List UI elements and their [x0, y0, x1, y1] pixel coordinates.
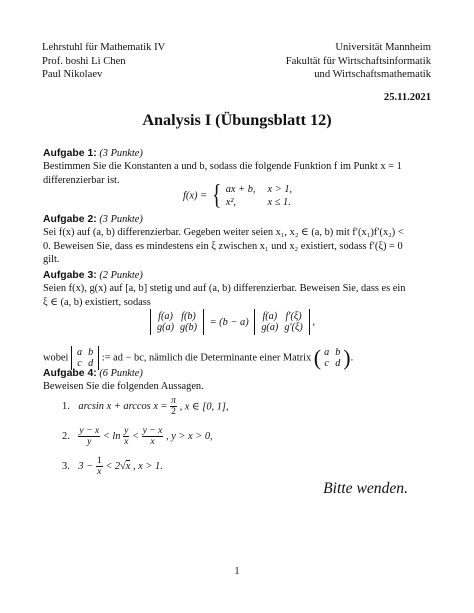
- definition-end: .: [350, 352, 354, 364]
- matrix-c: c: [324, 358, 329, 369]
- det2-a21: g(a): [261, 322, 279, 333]
- item-2-f2-den: x: [124, 436, 129, 447]
- item-2-fraction-1: [78, 426, 100, 447]
- det2-a11: f(a): [262, 311, 278, 322]
- item-2-f1-den: y: [87, 436, 92, 447]
- matrix-left-paren-icon: (: [313, 345, 322, 370]
- case1-cond: x > 1,: [267, 184, 293, 195]
- formula-tail: ,: [312, 316, 316, 328]
- det1-a22: g(b): [179, 322, 197, 333]
- task-2-points: (3 Punkte): [99, 214, 143, 225]
- task-3-label: Aufgabe 3:: [43, 270, 97, 281]
- item-3-sqrt-arg: x: [125, 461, 131, 472]
- item-2-f3-den: x: [150, 436, 155, 447]
- item-1-pre: arcsin x + arccos x =: [78, 401, 168, 412]
- case2-expr: x²,: [225, 197, 237, 208]
- det3-a: a: [77, 347, 83, 358]
- matrix-right-paren-icon: ): [343, 345, 351, 370]
- formula-lhs: f(x) =: [183, 190, 208, 202]
- task-2-line1: Sei f(x) auf (a, b) differenzierbar. Gegeben weiter seien x₁, x₂ ∈ (a, b) mit f′(x₁)f′(x₂) <: [43, 227, 404, 239]
- item-2-mid2: <: [132, 431, 140, 442]
- item-1-frac-num: π: [171, 395, 176, 406]
- sheet-date: 25.11.2021: [383, 92, 431, 103]
- task-1-points: (3 Punkte): [99, 148, 143, 159]
- item-2-fraction-3: [142, 426, 164, 447]
- piecewise-cases: [226, 183, 298, 209]
- item-3-mid: < 2: [105, 461, 121, 472]
- matrix-b: b: [335, 347, 341, 358]
- task-3-formula: [150, 309, 315, 335]
- item-2-number: 2.: [62, 431, 70, 442]
- definition-text: := ad − bc, nämlich die Determinante einer Matrix: [101, 352, 312, 364]
- determinant-2: [254, 309, 309, 335]
- item-2-f1-num: y − x: [79, 425, 100, 436]
- task-4-label: Aufgabe 4:: [43, 368, 97, 379]
- item-2-fraction-2: [123, 426, 129, 447]
- formula-middle: = (b − a): [209, 316, 249, 328]
- item-2-mid1: < ln: [102, 431, 121, 442]
- task-2-line3: gilt.: [43, 254, 60, 266]
- case2-cond: x ≤ 1.: [267, 197, 291, 208]
- det1-a21: g(a): [157, 322, 174, 333]
- item-2-f3-num: y − x: [142, 425, 163, 436]
- page-title: Analysis I (Übungsblatt 12): [142, 111, 332, 129]
- item-3-frac-num: 1: [96, 455, 102, 466]
- task-1-text-line2: differenzierbar ist.: [43, 174, 120, 186]
- item-3-number: 3.: [62, 461, 70, 472]
- item-3-frac-den: x: [97, 466, 102, 477]
- task-4-intro: Beweisen Sie die folgenden Aussagen.: [43, 381, 204, 393]
- closing-note: Bitte wenden.: [323, 480, 408, 497]
- task-4-item-2: [62, 426, 213, 447]
- assistant-name: Paul Nikolaev: [42, 69, 103, 81]
- det2-a22: g′(ξ): [284, 322, 303, 333]
- task-2-label: Aufgabe 2:: [43, 214, 97, 225]
- chair-info: [42, 41, 165, 82]
- task-2: [43, 213, 425, 267]
- task-4-item-1: [62, 396, 229, 417]
- item-3-fraction: [96, 456, 103, 477]
- det2-a12: f′(ξ): [285, 311, 302, 322]
- item-1-fraction: [170, 396, 177, 417]
- task-4-item-3: [62, 456, 163, 477]
- det3-c: c: [77, 358, 82, 369]
- faculty-name: Fakultät für Wirtschaftsinformatik: [285, 55, 431, 67]
- matrix: [321, 347, 343, 369]
- left-brace-icon: {: [211, 180, 222, 211]
- task-3: [43, 269, 425, 309]
- det1-a11: f(a): [158, 311, 173, 322]
- task-1-label: Aufgabe 1:: [43, 148, 97, 159]
- matrix-a: a: [324, 347, 330, 358]
- det1-a12: f(b): [181, 311, 196, 322]
- task-2-line2: 0. Beweisen Sie, dass es mindestens ein ξ zwischen x₁ und x₂ existiert, sodass f′(ξ) = 0: [43, 240, 403, 252]
- determinant-1: [150, 309, 204, 335]
- item-3-pre: 3 −: [78, 461, 94, 472]
- det3-d: d: [88, 358, 94, 369]
- task-3-line1: Seien f(x), g(x) auf [a, b] stetig und auf (a, b) differenzierbar. Beweisen Sie, dass es ein: [43, 283, 406, 295]
- professor-name: Prof. boshi Li Chen: [42, 55, 126, 67]
- task-1-formula: [183, 180, 298, 211]
- faculty-name-cont: und Wirtschaftsmathematik: [314, 69, 431, 81]
- item-1-number: 1.: [62, 401, 70, 412]
- page-number: 1: [234, 566, 240, 577]
- task-1: [43, 147, 425, 187]
- case1-expr: ax + b,: [225, 184, 256, 195]
- task-4: [43, 367, 425, 394]
- item-3-post: , x > 1.: [132, 461, 163, 472]
- item-1-frac-den: 2: [171, 406, 176, 417]
- wobei-label: wobei: [43, 352, 69, 364]
- task-3-line2: ξ ∈ (a, b) existiert, sodass: [43, 296, 151, 308]
- det3-b: b: [88, 347, 94, 358]
- task-4-points: (6 Punkte): [99, 368, 143, 379]
- chair-name: Lehrstuhl für Mathematik IV: [42, 42, 166, 53]
- item-2-post: , y > x > 0,: [166, 431, 213, 442]
- matrix-d: d: [335, 358, 341, 369]
- sqrt-icon: √: [120, 461, 126, 472]
- task-1-text-line1: Bestimmen Sie die Konstanten a und b, sodass die folgende Funktion f im Punkt x = 1: [43, 161, 402, 173]
- item-2-f2-num: y: [124, 425, 129, 436]
- university-info: [211, 41, 431, 82]
- task-3-points: (2 Punkte): [99, 270, 143, 281]
- university-name: Universität Mannheim: [335, 42, 431, 53]
- item-1-post: , x ∈ [0, 1],: [179, 401, 229, 413]
